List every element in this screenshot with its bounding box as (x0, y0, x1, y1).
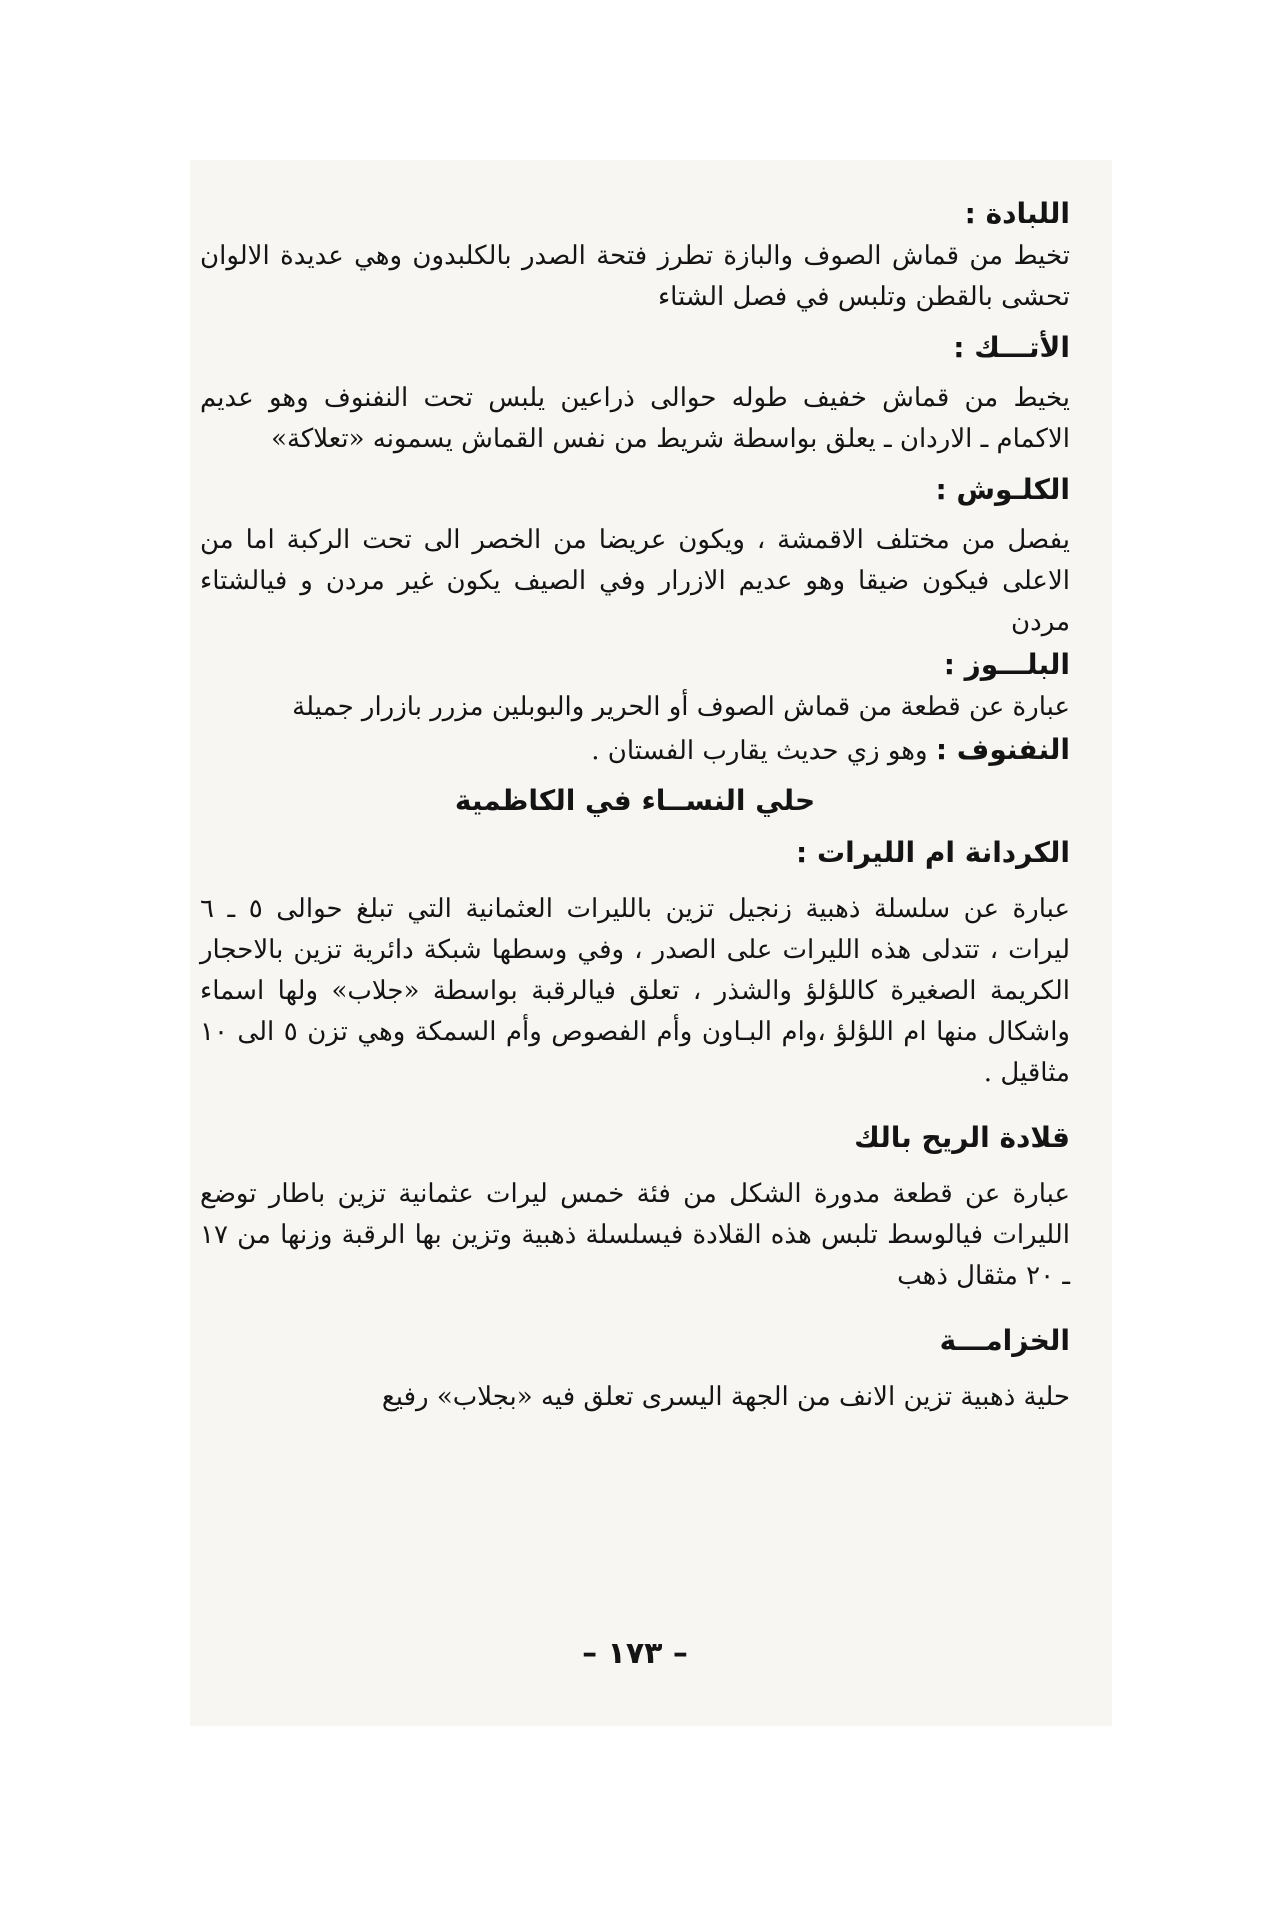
term-blouse-definition: عبارة عن قطعة من قماش الصوف أو الحرير والبوبلين مزرر بازرار جميلة (292, 692, 1070, 722)
jewelry-kardana-definition: عبارة عن سلسلة ذهبية زنجيل تزين بالليرات العثمانية التي تبلغ حوالى ٥ ـ ٦ ليرات ، تتدلى هذه الليرات على الصدر ، وفي وسطها شبكة دائرية تزين بالاحجار الكريمة الصغيرة كاللؤلؤ والشذر ، تعلق فيالرقبة بواسطة «جلاب» ولها اسماء واشكال منها ام اللؤلؤ ،وام البـاون وأم الفصوص وأم السمكة وهي تزن ٥ الى ١٠ مثاقيل . (200, 894, 1070, 1088)
jewelry-qilada-definition: عبارة عن قطعة مدورة الشكل من فئة خمس ليرات عثمانية تزين باطار توضع الليرات فيالوسط تلبس هذه القلادة فيسلسلة ذهبية وتزين بها الرقبة وزنها من ١٧ ـ ٢٠ مثقال ذهب (200, 1179, 1070, 1291)
page-number: – ١٧٣ – (582, 1636, 688, 1671)
term-blouse-heading: البلـــوز : (943, 648, 1070, 681)
jewelry-khizama-heading: الخزامـــة (939, 1324, 1070, 1357)
jewelry-kardana-heading: الكردانة ام الليرات : (796, 836, 1070, 869)
term-atak-definition: يخيط من قماش خفيف طوله حوالى ذراعين يلبس تحت النفنوف وهو عديم الاكمام ـ الاردان ـ يعلق بواسطة شريط من نفس القماش يسمونه «تعلاكة» (200, 383, 1070, 454)
jewelry-khizama-definition: حلية ذهبية تزين الانف من الجهة اليسرى تعلق فيه «بجلاب» رفيع (381, 1382, 1070, 1412)
page-body (200, 192, 1070, 1418)
section-title: حلي النســاء في الكاظمية (454, 784, 816, 817)
term-nafnoof-heading: النفنوف : (935, 733, 1070, 766)
term-lubbada-heading: اللبادة : (964, 197, 1070, 230)
term-nafnoof-line (200, 728, 1070, 773)
term-nafnoof-definition: وهو زي حديث يقارب الفستان . (591, 736, 928, 766)
term-lubbada-definition: تخيط من قماش الصوف والبازة تطرز فتحة الصدر بالكلبدون وهي عديدة الالوان تحشى بالقطن وتلبس في فصل الشتاء (200, 241, 1070, 312)
jewelry-qilada-heading: قلادة الريح بالك (854, 1121, 1070, 1154)
term-kloosh-definition: يفصل من مختلف الاقمشة ، ويكون عريضا من الخصر الى تحت الركبة اما من الاعلى فيكون ضيقا وهو عديم الازرار وفي الصيف يكون غير مردن و فيالشتاء مردن (200, 525, 1070, 637)
term-kloosh-heading: الكلـوش : (935, 473, 1070, 506)
term-atak-heading: الأتـــك : (953, 331, 1070, 364)
